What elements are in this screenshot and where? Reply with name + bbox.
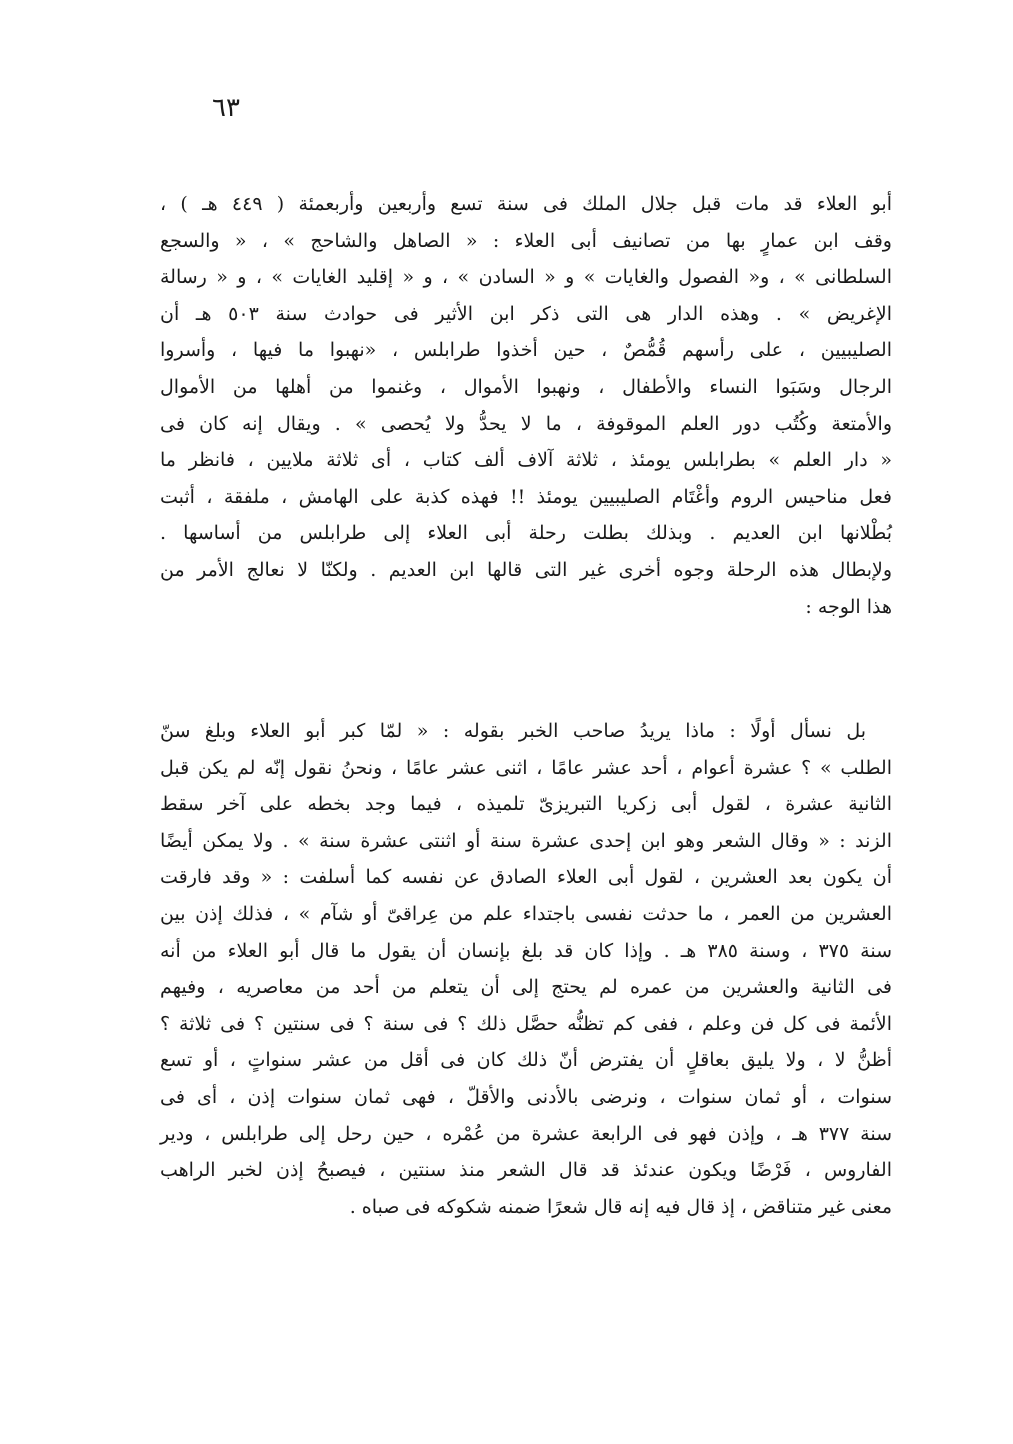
text-line: سنوات ، أو ثمان سنوات ، ونرضى بالأدنى والأقلّ ، فهى ثمان سنوات إذن ، أى فى: [160, 1085, 892, 1108]
text-line: بل نسأل أولًا : ماذا يريدُ صاحب الخبر بقوله : « لمّا كبر أبو العلاء وبلغ سنّ: [160, 720, 866, 742]
text-line: هذا الوجه :: [805, 595, 892, 618]
page-number: ٦٣: [212, 93, 240, 123]
text-line: الرجال وسَبَوا النساء والأطفال ، ونهبوا الأموال ، وغنموا من أهلها من الأموال: [160, 375, 892, 398]
text-line: معنى غير متناقض ، إذ قال فيه إنه قال شعرًا ضمنه شكوكه فى صباه .: [349, 1195, 892, 1218]
text-line: فى الثانية والعشرين من عمره لم يحتج إلى أن يتعلم من أحد من معاصريه ، وفيهم: [160, 976, 892, 999]
text-line: سنة ٣٧٥ ، وسنة ٣٨٥ هـ . وإذا كان قد بلغ بإنسان أن يقول ما قال أبو العلاء من أنه: [160, 939, 892, 962]
paragraph-1: [160, 186, 892, 625]
text-line: الأئمة فى كل فن وعلم ، ففى كم تظنُّه حصَّل ذلك ؟ فى سنة ؟ فى سنتين ؟ فى ثلاثة ؟: [160, 1012, 892, 1035]
text-line: أبو العلاء قد مات قبل جلال الملك فى سنة تسع وأربعين وأربعمئة ( ٤٤٩ هـ ) ،: [160, 193, 893, 215]
text-line: الطلب » ؟ عشرة أعوام ، أحد عشر عامًا ، اثنى عشر عامًا ، ونحنُ نقول إنّه لم يكن قبل: [160, 756, 892, 779]
text-line: الزند : « وقال الشعر وهو ابن إحدى عشرة سنة أو اثنتى عشرة سنة » . ولا يمكن أيضًا: [160, 829, 892, 852]
text-line: السلطانى » ، و« الفصول والغايات » و « السادن » ، و « إقليد الغايات » ، و « رسالة: [160, 266, 892, 289]
text-line: سنة ٣٧٧ هـ ، وإذن فهو فى الرابعة عشرة من عُمْره ، حين رحل إلى طرابلس ، ودير: [160, 1122, 892, 1145]
text-line: أن يكون بعد العشرين ، لقول أبى العلاء الصادق عن نفسه كما أسلفت : « وقد فارقت: [160, 866, 892, 889]
text-line: ولإبطال هذه الرحلة وجوه أخرى غير التى قالها ابن العديم . ولكنّا لا نعالج الأمر من: [160, 558, 892, 581]
paragraph-2: [160, 713, 892, 1225]
text-line: بُطْلانها ابن العديم . وبذلك بطلت رحلة أبى العلاء إلى طرابلس من أساسها .: [160, 522, 892, 545]
text-line: أظنُّ لا ، ولا يليق بعاقلٍ أن يفترض أنّ ذلك كان فى أقل من عشر سنواتٍ ، أو تسع: [160, 1049, 892, 1072]
text-line: وقف ابن عمارٍ بها من تصانيف أبى العلاء : « الصاهل والشاحج » ، « والسجع: [160, 229, 892, 252]
text-line: الثانية عشرة ، لقول أبى زكريا التبريزىّ تلميذه ، فيما وجد بخطه على آخر سقط: [160, 793, 892, 816]
text-line: الإغريض » . وهذه الدار هى التى ذكر ابن الأثير فى حوادث سنة ٥٠٣ هـ أن: [160, 302, 892, 325]
text-line: الصليبيين ، على رأسهم قُمُّصٌ ، حين أخذوا طرابلس ، «نهبوا ما فيها ، وأسروا: [160, 339, 892, 362]
text-line: فعل مناحيس الروم وأغْتَام الصليبيين يومئذ !! فهذه كذبة على الهامش ، ملفقة ، أثبت: [160, 485, 892, 508]
text-line: « دار العلم » بطرابلس يومئذ ، ثلاثة آلاف ألف كتاب ، أى ثلاثة ملايين ، فانظر ما: [160, 449, 892, 472]
text-line: والأمتعة وكُتُب دور العلم الموقوفة ، ما لا يحدُّ ولا يُحصى » . ويقال إنه كان فى: [160, 412, 892, 435]
text-line: الفاروس ، فَرْضًا ويكون عندئذ قد قال الشعر منذ سنتين ، فيصبحُ إذن لخبر الراهب: [160, 1159, 892, 1182]
text-line: العشرين من العمر ، ما حدثت نفسى باجتداء علم من عِراقىّ أو شآم » ، فذلك إذن بين: [160, 902, 892, 925]
